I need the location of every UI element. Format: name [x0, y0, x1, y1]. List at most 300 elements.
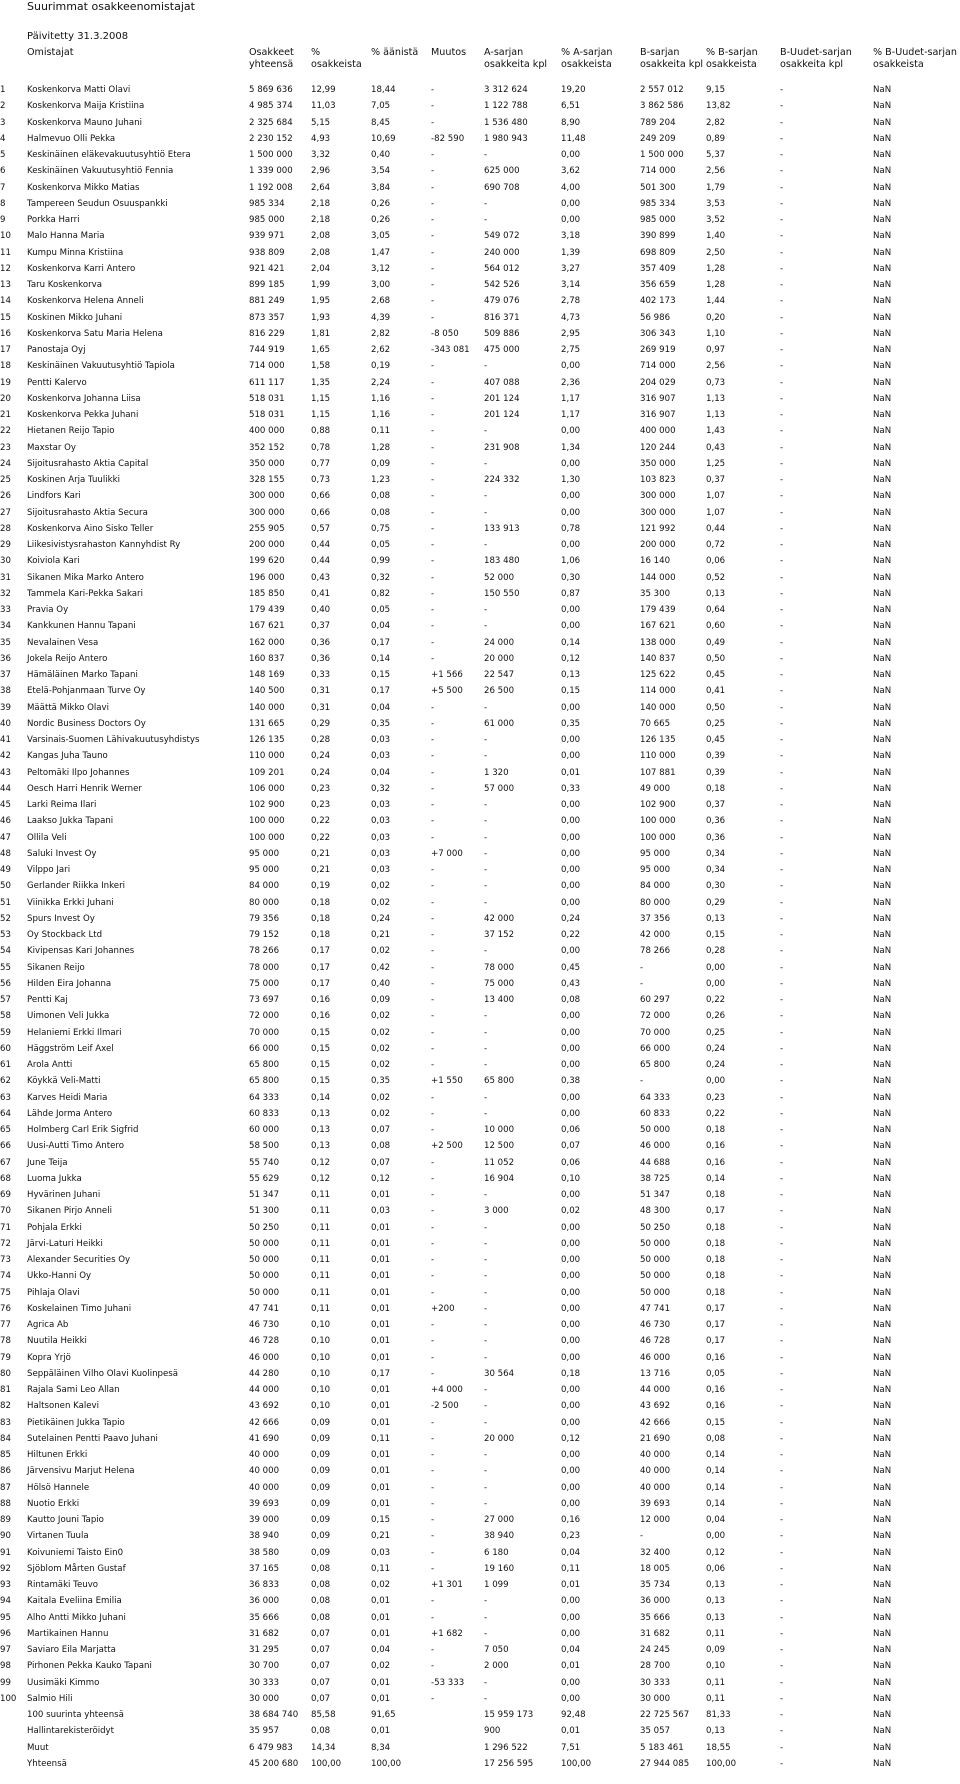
- cell-owner-name: Spurs Invest Oy: [27, 913, 95, 924]
- cell-b-shares: 5 183 461: [640, 1742, 684, 1753]
- cell-owner-name: Jokela Reijo Antero: [27, 653, 108, 664]
- table-row: [0, 1106, 960, 1122]
- cell-b-shares: 501 300: [640, 182, 676, 193]
- table-row: [0, 1073, 960, 1089]
- cell-b-shares: 84 000: [640, 881, 671, 892]
- cell-rank: 25: [0, 475, 11, 485]
- cell-rank: 31: [0, 572, 11, 583]
- cell-a-pct: 0,00: [561, 816, 581, 827]
- cell-pct-votes: 0,02: [371, 1580, 391, 1590]
- cell-a-shares: 224 332: [484, 475, 520, 485]
- table-row: [0, 1658, 960, 1674]
- cell-b-new-shares: -: [780, 1742, 784, 1753]
- cell-a-pct: 0,10: [561, 1173, 581, 1184]
- table-row: [0, 1545, 960, 1561]
- cell-rank: 22: [0, 426, 11, 437]
- table-row: [0, 326, 960, 342]
- cell-owner-name: Häggström Leif Axel: [27, 1043, 114, 1054]
- cell-b-new-pct: NaN: [873, 1580, 892, 1590]
- cell-rank: 36: [0, 653, 11, 664]
- cell-rank: 26: [0, 491, 11, 502]
- page-title: Suurimmat osakkeenomistajat: [27, 0, 195, 13]
- cell-total-shares: 30 000: [249, 1693, 280, 1704]
- cell-pct-shares: 0,18: [311, 897, 331, 908]
- table-row: [0, 732, 960, 748]
- cell-pct-votes: 0,02: [371, 1027, 391, 1038]
- cell-b-new-shares: -: [780, 946, 784, 957]
- cell-a-pct: 0,00: [561, 1401, 581, 1412]
- cell-a-pct: 8,90: [561, 117, 581, 128]
- cell-pct-shares: 0,09: [311, 1515, 331, 1525]
- cell-b-shares: 56 986: [640, 312, 671, 323]
- cell-b-new-pct: NaN: [873, 1401, 892, 1412]
- cell-b-shares: 50 000: [640, 1125, 671, 1135]
- cell-total-shares: 50 250: [249, 1222, 280, 1233]
- cell-b-new-shares: -: [780, 962, 784, 973]
- cell-b-new-pct: NaN: [873, 621, 892, 632]
- cell-rank: 13: [0, 280, 11, 290]
- cell-a-shares: -: [484, 215, 488, 225]
- cell-b-new-pct: NaN: [873, 1076, 892, 1087]
- cell-b-new-shares: -: [780, 1547, 784, 1558]
- cell-pct-votes: 1,23: [371, 475, 391, 485]
- cell-b-shares: 1 500 000: [640, 150, 684, 160]
- cell-b-pct: 2,82: [706, 117, 726, 128]
- cell-b-new-pct: NaN: [873, 85, 892, 95]
- cell-b-pct: 1,40: [706, 231, 726, 242]
- cell-b-new-shares: -: [780, 1531, 784, 1542]
- cell-rank: 69: [0, 1190, 11, 1200]
- cell-a-pct: 0,00: [561, 1628, 581, 1639]
- cell-b-pct: 0,13: [706, 1580, 726, 1590]
- cell-b-shares: 28 700: [640, 1661, 671, 1672]
- cell-b-shares: 24 245: [640, 1645, 671, 1655]
- cell-a-shares: 542 526: [484, 280, 520, 290]
- cell-a-pct: 0,87: [561, 588, 581, 599]
- cell-a-pct: 0,30: [561, 572, 581, 583]
- cell-rank: 75: [0, 1287, 11, 1298]
- cell-b-new-shares: -: [780, 1677, 784, 1688]
- cell-b-new-pct: NaN: [873, 280, 892, 290]
- cell-pct-votes: 0,04: [371, 621, 391, 632]
- table-row: [0, 98, 960, 114]
- cell-total-shares: 873 357: [249, 312, 285, 323]
- cell-total-shares: 160 837: [249, 653, 285, 664]
- cell-b-shares: 714 000: [640, 166, 676, 177]
- cell-b-pct: 0,17: [706, 1320, 726, 1330]
- cell-owner-name: Vilppo Jari: [27, 865, 71, 875]
- cell-a-pct: 0,00: [561, 946, 581, 957]
- cell-b-new-pct: NaN: [873, 572, 892, 583]
- cell-a-pct: 0,00: [561, 1060, 581, 1070]
- cell-pct-votes: 0,02: [371, 1661, 391, 1672]
- cell-b-new-pct: NaN: [873, 361, 892, 372]
- cell-b-shares: 390 899: [640, 231, 676, 242]
- cell-pct-votes: 0,17: [371, 637, 391, 648]
- cell-change: -: [431, 556, 435, 567]
- cell-b-shares: 60 297: [640, 995, 671, 1005]
- cell-pct-shares: 0,11: [311, 1271, 331, 1282]
- table-row: [0, 310, 960, 326]
- cell-rank: 70: [0, 1206, 11, 1217]
- cell-b-pct: 0,22: [706, 995, 726, 1005]
- cell-owner-name: Maxstar Oy: [27, 442, 76, 453]
- cell-rank: 88: [0, 1498, 11, 1509]
- cell-b-new-shares: -: [780, 556, 784, 567]
- cell-pct-votes: 0,14: [371, 653, 391, 664]
- cell-a-pct: 0,00: [561, 361, 581, 372]
- cell-owner-name: Nevalainen Vesa: [27, 637, 99, 648]
- cell-owner-name: June Teija: [27, 1157, 68, 1168]
- cell-pct-shares: 0,21: [311, 865, 331, 875]
- cell-owner-name: Sikanen Mika Marko Antero: [27, 572, 144, 583]
- cell-b-pct: 0,16: [706, 1401, 726, 1412]
- cell-b-pct: 0,45: [706, 670, 726, 680]
- cell-rank: 98: [0, 1661, 11, 1672]
- cell-b-new-pct: NaN: [873, 475, 892, 485]
- table-row: [0, 1138, 960, 1154]
- cell-b-shares: 38 725: [640, 1173, 671, 1184]
- cell-a-pct: 0,16: [561, 1515, 581, 1525]
- cell-pct-votes: 0,75: [371, 523, 391, 534]
- cell-b-pct: 0,18: [706, 1238, 726, 1249]
- table-row: [0, 1691, 960, 1707]
- cell-pct-shares: 1,15: [311, 410, 331, 420]
- cell-pct-votes: 8,34: [371, 1742, 391, 1753]
- cell-pct-votes: 0,01: [371, 1450, 391, 1460]
- cell-pct-shares: 0,77: [311, 458, 331, 469]
- cell-pct-votes: 0,03: [371, 848, 391, 859]
- cell-pct-shares: 0,10: [311, 1368, 331, 1379]
- cell-owner-name: Helaniemi Erkki Ilmari: [27, 1027, 122, 1038]
- cell-b-pct: 0,11: [706, 1628, 726, 1639]
- cell-total-shares: 30 333: [249, 1677, 280, 1688]
- cell-total-shares: 42 666: [249, 1417, 280, 1428]
- table-row: [0, 635, 960, 651]
- cell-rank: 71: [0, 1222, 11, 1233]
- cell-a-shares: -: [484, 491, 488, 502]
- cell-a-shares: -: [484, 1466, 488, 1477]
- cell-owner-name: Keskinäinen Vakuutusyhtiö Fennia: [27, 166, 174, 177]
- cell-b-new-shares: -: [780, 1368, 784, 1379]
- cell-a-shares: -: [484, 540, 488, 550]
- cell-owner-name: Koskenkorva Aino Sisko Teller: [27, 523, 154, 534]
- table-row: [0, 797, 960, 813]
- cell-rank: 44: [0, 783, 11, 794]
- cell-owner-name: Taru Koskenkorva: [27, 280, 102, 290]
- cell-a-shares: -: [484, 1677, 488, 1688]
- cell-pct-shares: 0,12: [311, 1157, 331, 1168]
- cell-b-shares: 357 409: [640, 263, 676, 274]
- cell-rank: 42: [0, 751, 11, 762]
- cell-a-shares: 11 052: [484, 1157, 515, 1168]
- cell-change: -: [431, 458, 435, 469]
- cell-rank: 72: [0, 1238, 11, 1249]
- cell-pct-shares: 0,44: [311, 540, 331, 550]
- cell-total-shares: 79 356: [249, 913, 280, 924]
- cell-rank: 45: [0, 800, 11, 810]
- cell-b-new-pct: NaN: [873, 1222, 892, 1233]
- cell-change: -: [431, 1515, 435, 1525]
- cell-b-pct: 0,13: [706, 1612, 726, 1623]
- cell-total-shares: 126 135: [249, 735, 285, 745]
- cell-change: -: [431, 1222, 435, 1233]
- cell-b-new-pct: NaN: [873, 1190, 892, 1200]
- cell-b-new-pct: NaN: [873, 1173, 892, 1184]
- cell-b-new-pct: NaN: [873, 1271, 892, 1282]
- cell-b-pct: 0,26: [706, 1011, 726, 1022]
- cell-b-new-shares: -: [780, 1190, 784, 1200]
- cell-b-pct: 0,16: [706, 1352, 726, 1363]
- cell-pct-votes: 0,01: [371, 1466, 391, 1477]
- table-row: [0, 1463, 960, 1479]
- cell-a-pct: 0,00: [561, 1027, 581, 1038]
- cell-a-shares: 10 000: [484, 1125, 515, 1135]
- cell-a-pct: 0,00: [561, 1092, 581, 1103]
- cell-pct-votes: 0,02: [371, 1011, 391, 1022]
- cell-total-shares: 37 165: [249, 1563, 280, 1574]
- table-row: [0, 960, 960, 976]
- cell-rank: 56: [0, 978, 11, 989]
- cell-a-pct: 0,00: [561, 540, 581, 550]
- header-b-pct: % B-sarjan osakkeista: [706, 47, 758, 70]
- cell-b-new-shares: -: [780, 995, 784, 1005]
- cell-change: -: [431, 1661, 435, 1672]
- cell-total-shares: 36 000: [249, 1596, 280, 1607]
- cell-pct-shares: 0,07: [311, 1693, 331, 1704]
- cell-b-shares: 30 333: [640, 1677, 671, 1688]
- cell-total-shares: 50 000: [249, 1271, 280, 1282]
- cell-rank: 63: [0, 1092, 11, 1103]
- table-row: [0, 1025, 960, 1041]
- cell-total-shares: 816 229: [249, 328, 285, 339]
- cell-rank: 58: [0, 1011, 11, 1022]
- cell-b-new-shares: -: [780, 816, 784, 827]
- cell-b-pct: 0,39: [706, 767, 726, 778]
- cell-total-shares: 35 666: [249, 1612, 280, 1623]
- cell-total-shares: 328 155: [249, 475, 285, 485]
- cell-a-shares: 1 296 522: [484, 1742, 528, 1753]
- cell-pct-votes: 0,03: [371, 865, 391, 875]
- cell-change: -: [431, 393, 435, 404]
- cell-pct-votes: 3,84: [371, 182, 391, 193]
- cell-b-pct: 0,73: [706, 377, 726, 388]
- cell-pct-shares: 1,93: [311, 312, 331, 323]
- cell-owner-name: Liikesivistysrahaston Kannyhdist Ry: [27, 540, 181, 550]
- cell-total-shares: 39 693: [249, 1498, 280, 1509]
- cell-b-new-pct: NaN: [873, 783, 892, 794]
- cell-rank: 16: [0, 328, 11, 339]
- cell-a-shares: 549 072: [484, 231, 520, 242]
- table-row: [0, 293, 960, 309]
- table-row: [0, 1236, 960, 1252]
- cell-owner-name: Uusimäki Kimmo: [27, 1677, 100, 1688]
- table-row: [0, 1496, 960, 1512]
- cell-b-new-shares: -: [780, 426, 784, 437]
- cell-b-pct: 1,07: [706, 491, 726, 502]
- cell-b-new-shares: -: [780, 1287, 784, 1298]
- cell-pct-shares: 0,16: [311, 995, 331, 1005]
- table-row: [0, 651, 960, 667]
- cell-owner-name: Pirhonen Pekka Kauko Tapani: [27, 1661, 152, 1672]
- cell-a-pct: 0,02: [561, 1206, 581, 1217]
- cell-rank: 12: [0, 263, 11, 274]
- cell-a-shares: -: [484, 1628, 488, 1639]
- cell-b-pct: 0,13: [706, 1596, 726, 1607]
- cell-b-new-shares: -: [780, 1563, 784, 1574]
- cell-a-shares: -: [484, 1303, 488, 1314]
- cell-owner-name: Pohjala Erkki: [27, 1222, 82, 1233]
- cell-a-pct: 0,12: [561, 1433, 581, 1444]
- cell-owner-name: Karves Heidi Maria: [27, 1092, 108, 1103]
- cell-change: -82 590: [431, 133, 465, 144]
- cell-change: +1 566: [431, 670, 463, 680]
- cell-pct-votes: 0,09: [371, 995, 391, 1005]
- cell-a-shares: 13 400: [484, 995, 515, 1005]
- cell-b-new-pct: NaN: [873, 1385, 892, 1395]
- cell-b-new-shares: -: [780, 198, 784, 209]
- cell-change: -: [431, 312, 435, 323]
- cell-rank: 37: [0, 670, 11, 680]
- cell-b-new-pct: NaN: [873, 1628, 892, 1639]
- cell-pct-votes: 0,99: [371, 556, 391, 567]
- cell-b-new-pct: NaN: [873, 1043, 892, 1054]
- cell-b-new-shares: -: [780, 1157, 784, 1168]
- shareholder-table: [0, 82, 960, 1772]
- table-row: [0, 1122, 960, 1138]
- cell-b-new-pct: NaN: [873, 296, 892, 307]
- cell-b-new-shares: -: [780, 1060, 784, 1070]
- cell-b-shares: 300 000: [640, 507, 676, 518]
- cell-owner-name: Alho Antti Mikko Juhani: [27, 1612, 126, 1623]
- table-row: [0, 1382, 960, 1398]
- cell-a-pct: 0,00: [561, 458, 581, 469]
- cell-a-shares: 816 371: [484, 312, 520, 323]
- cell-pct-shares: 0,17: [311, 962, 331, 973]
- cell-b-new-pct: NaN: [873, 1092, 892, 1103]
- cell-b-shares: 50 000: [640, 1287, 671, 1298]
- cell-pct-shares: 0,17: [311, 946, 331, 957]
- cell-a-shares: -: [484, 426, 488, 437]
- cell-pct-shares: 0,22: [311, 816, 331, 827]
- cell-pct-votes: 0,11: [371, 1563, 391, 1574]
- cell-b-pct: 0,50: [706, 702, 726, 713]
- cell-change: -: [431, 1043, 435, 1054]
- cell-total-shares: 46 730: [249, 1320, 280, 1330]
- cell-b-new-shares: -: [780, 1515, 784, 1525]
- table-row: [0, 1642, 960, 1658]
- cell-total-shares: 179 439: [249, 605, 285, 615]
- cell-change: -: [431, 800, 435, 810]
- cell-b-new-pct: NaN: [873, 1238, 892, 1249]
- cell-pct-shares: 0,10: [311, 1336, 331, 1347]
- cell-b-new-pct: NaN: [873, 1612, 892, 1623]
- cell-total-shares: 1 339 000: [249, 166, 293, 177]
- cell-pct-votes: 0,03: [371, 1547, 391, 1558]
- cell-b-new-shares: -: [780, 1173, 784, 1184]
- cell-change: -: [431, 1336, 435, 1347]
- cell-pct-votes: 1,47: [371, 247, 391, 258]
- cell-total-shares: 714 000: [249, 361, 285, 372]
- cell-b-shares: 35 300: [640, 588, 671, 599]
- cell-b-shares: 140 837: [640, 653, 676, 664]
- cell-b-new-shares: -: [780, 1498, 784, 1509]
- cell-b-pct: 0,18: [706, 1287, 726, 1298]
- cell-b-pct: 0,18: [706, 1255, 726, 1265]
- cell-owner-name: Luoma Jukka: [27, 1173, 82, 1184]
- cell-b-shares: 126 135: [640, 735, 676, 745]
- cell-total-shares: 60 000: [249, 1125, 280, 1135]
- cell-owner-name: Koskenkorva Mauno Juhani: [27, 117, 142, 128]
- cell-a-shares: 183 480: [484, 556, 520, 567]
- cell-a-pct: 0,00: [561, 1108, 581, 1119]
- table-row: [0, 521, 960, 537]
- cell-b-new-pct: NaN: [873, 962, 892, 973]
- table-row: [0, 1220, 960, 1236]
- cell-pct-shares: 0,11: [311, 1303, 331, 1314]
- cell-a-pct: 0,00: [561, 1011, 581, 1022]
- cell-b-shares: 37 356: [640, 913, 671, 924]
- cell-b-shares: 103 823: [640, 475, 676, 485]
- cell-b-new-shares: -: [780, 930, 784, 940]
- cell-pct-shares: 0,07: [311, 1645, 331, 1655]
- cell-b-new-shares: -: [780, 231, 784, 242]
- cell-rank: 96: [0, 1628, 11, 1639]
- cell-b-new-pct: NaN: [873, 848, 892, 859]
- cell-pct-votes: 0,01: [371, 1320, 391, 1330]
- cell-b-pct: 0,12: [706, 1547, 726, 1558]
- cell-rank: 51: [0, 897, 11, 908]
- cell-owner-name: Salmio Hili: [27, 1693, 73, 1704]
- cell-b-pct: 0,72: [706, 540, 726, 550]
- cell-b-new-shares: -: [780, 1596, 784, 1607]
- cell-change: -: [431, 1645, 435, 1655]
- cell-pct-shares: 0,17: [311, 978, 331, 989]
- cell-rank: 79: [0, 1352, 11, 1363]
- cell-total-shares: 102 900: [249, 800, 285, 810]
- cell-b-shares: 300 000: [640, 491, 676, 502]
- cell-a-pct: 0,00: [561, 702, 581, 713]
- cell-b-shares: 64 333: [640, 1092, 671, 1103]
- table-row: [0, 911, 960, 927]
- cell-b-new-shares: -: [780, 133, 784, 144]
- cell-b-new-shares: -: [780, 540, 784, 550]
- cell-b-new-shares: -: [780, 85, 784, 95]
- cell-a-pct: 2,36: [561, 377, 581, 388]
- cell-a-pct: 0,22: [561, 930, 581, 940]
- cell-pct-shares: 0,13: [311, 1108, 331, 1119]
- cell-total-shares: 985 334: [249, 198, 285, 209]
- cell-total-shares: 31 295: [249, 1645, 280, 1655]
- cell-a-shares: 2 000: [484, 1661, 509, 1672]
- cell-change: -: [431, 166, 435, 177]
- cell-a-shares: 30 564: [484, 1368, 515, 1379]
- cell-b-new-shares: -: [780, 117, 784, 128]
- cell-b-shares: 179 439: [640, 605, 676, 615]
- cell-owner-name: Hilden Eira Johanna: [27, 978, 112, 989]
- cell-b-new-pct: NaN: [873, 133, 892, 144]
- cell-change: -: [431, 930, 435, 940]
- cell-b-pct: 1,10: [706, 328, 726, 339]
- cell-change: -: [431, 653, 435, 664]
- cell-rank: 28: [0, 523, 11, 534]
- cell-rank: 77: [0, 1320, 11, 1330]
- cell-b-pct: 0,16: [706, 1141, 726, 1152]
- cell-a-pct: 0,00: [561, 848, 581, 859]
- cell-owner-name: Koskenkorva Johanna Liisa: [27, 393, 141, 404]
- cell-total-shares: 66 000: [249, 1043, 280, 1054]
- cell-change: -: [431, 621, 435, 632]
